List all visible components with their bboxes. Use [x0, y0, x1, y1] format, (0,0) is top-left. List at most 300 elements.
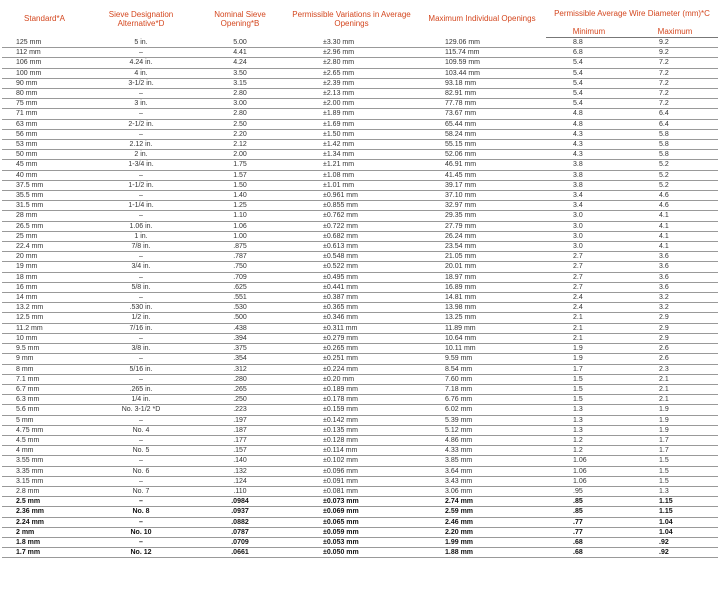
cell-standard: 50 mm	[2, 150, 87, 160]
header-minimum: Minimum	[546, 26, 632, 38]
cell-sieve-designation: –	[87, 497, 195, 507]
cell-permissible-variation: ±0.441 mm	[285, 282, 418, 292]
cell-wire-min: .95	[546, 486, 632, 496]
cell-sieve-designation: 3-1/2 in.	[87, 78, 195, 88]
cell-standard: 80 mm	[2, 89, 87, 99]
cell-nominal-opening: 4.24	[195, 58, 285, 68]
cell-permissible-variation: ±1.69 mm	[285, 119, 418, 129]
cell-sieve-designation: 1-3/4 in.	[87, 160, 195, 170]
table-row	[2, 415, 718, 425]
cell-max-individual-opening: 115.74 mm	[418, 48, 546, 58]
cell-permissible-variation: ±0.102 mm	[285, 456, 418, 466]
cell-permissible-variation: ±0.20 mm	[285, 374, 418, 384]
cell-permissible-variation: ±1.42 mm	[285, 140, 418, 150]
cell-standard: 6.3 mm	[2, 395, 87, 405]
cell-permissible-variation: ±0.613 mm	[285, 242, 418, 252]
cell-max-individual-opening: 1.88 mm	[418, 548, 546, 558]
cell-wire-max: 4.6	[632, 191, 718, 201]
cell-standard: 2 mm	[2, 527, 87, 537]
cell-max-individual-opening: 7.60 mm	[418, 374, 546, 384]
cell-max-individual-opening: 3.43 mm	[418, 476, 546, 486]
cell-nominal-opening: .0661	[195, 548, 285, 558]
cell-sieve-designation: 7/16 in.	[87, 323, 195, 333]
cell-standard: 13.2 mm	[2, 303, 87, 313]
table-row	[2, 344, 718, 354]
cell-sieve-designation: No. 5	[87, 446, 195, 456]
table-row	[2, 507, 718, 517]
cell-wire-min: 4.3	[546, 129, 632, 139]
cell-wire-min: 6.8	[546, 48, 632, 58]
cell-max-individual-opening: 13.98 mm	[418, 303, 546, 313]
cell-nominal-opening: .709	[195, 272, 285, 282]
cell-wire-max: 7.2	[632, 68, 718, 78]
cell-standard: 26.5 mm	[2, 221, 87, 231]
cell-wire-min: 1.2	[546, 435, 632, 445]
table-row	[2, 252, 718, 262]
cell-nominal-opening: 3.15	[195, 78, 285, 88]
cell-sieve-designation: –	[87, 170, 195, 180]
cell-permissible-variation: ±0.081 mm	[285, 486, 418, 496]
cell-nominal-opening: .750	[195, 262, 285, 272]
cell-permissible-variation: ±0.059 mm	[285, 527, 418, 537]
cell-sieve-designation: –	[87, 191, 195, 201]
cell-wire-min: 1.3	[546, 425, 632, 435]
cell-nominal-opening: .375	[195, 344, 285, 354]
cell-max-individual-opening: 4.86 mm	[418, 435, 546, 445]
table-row	[2, 231, 718, 241]
cell-wire-min: 2.7	[546, 272, 632, 282]
cell-sieve-designation: –	[87, 129, 195, 139]
cell-standard: 2.36 mm	[2, 507, 87, 517]
cell-nominal-opening: .187	[195, 425, 285, 435]
cell-permissible-variation: ±2.96 mm	[285, 48, 418, 58]
cell-wire-max: 1.5	[632, 456, 718, 466]
cell-wire-min: 5.4	[546, 58, 632, 68]
cell-wire-max: 5.8	[632, 129, 718, 139]
cell-sieve-designation: –	[87, 293, 195, 303]
cell-nominal-opening: .0709	[195, 537, 285, 547]
cell-max-individual-opening: 37.10 mm	[418, 191, 546, 201]
cell-permissible-variation: ±1.50 mm	[285, 129, 418, 139]
table-row	[2, 262, 718, 272]
cell-nominal-opening: .223	[195, 405, 285, 415]
cell-wire-max: 1.9	[632, 405, 718, 415]
cell-wire-min: 1.9	[546, 354, 632, 364]
table-row	[2, 435, 718, 445]
cell-sieve-designation: No. 12	[87, 548, 195, 558]
cell-max-individual-opening: 9.59 mm	[418, 354, 546, 364]
cell-max-individual-opening: 41.45 mm	[418, 170, 546, 180]
cell-nominal-opening: .110	[195, 486, 285, 496]
cell-wire-min: 1.9	[546, 344, 632, 354]
cell-wire-max: 1.9	[632, 415, 718, 425]
cell-permissible-variation: ±1.21 mm	[285, 160, 418, 170]
cell-wire-max: 6.4	[632, 119, 718, 129]
cell-standard: 3.35 mm	[2, 466, 87, 476]
cell-standard: 25 mm	[2, 231, 87, 241]
cell-wire-min: 3.0	[546, 231, 632, 241]
cell-sieve-designation: No. 4	[87, 425, 195, 435]
cell-wire-max: .92	[632, 537, 718, 547]
cell-sieve-designation: –	[87, 272, 195, 282]
cell-wire-min: 1.3	[546, 405, 632, 415]
cell-permissible-variation: ±1.89 mm	[285, 109, 418, 119]
cell-sieve-designation: 1-1/4 in.	[87, 201, 195, 211]
cell-standard: 7.1 mm	[2, 374, 87, 384]
cell-permissible-variation: ±1.08 mm	[285, 170, 418, 180]
cell-wire-min: 3.4	[546, 191, 632, 201]
cell-standard: 19 mm	[2, 262, 87, 272]
cell-standard: 106 mm	[2, 58, 87, 68]
cell-wire-max: 3.6	[632, 252, 718, 262]
table-row	[2, 201, 718, 211]
table-row	[2, 109, 718, 119]
cell-nominal-opening: .530	[195, 303, 285, 313]
cell-nominal-opening: 1.06	[195, 221, 285, 231]
cell-standard: 112 mm	[2, 48, 87, 58]
cell-standard: 11.2 mm	[2, 323, 87, 333]
cell-sieve-designation: –	[87, 211, 195, 221]
cell-wire-max: 2.9	[632, 323, 718, 333]
cell-wire-min: 1.3	[546, 415, 632, 425]
cell-sieve-designation: .530 in.	[87, 303, 195, 313]
cell-max-individual-opening: 73.67 mm	[418, 109, 546, 119]
cell-standard: 4.5 mm	[2, 435, 87, 445]
cell-max-individual-opening: 4.33 mm	[418, 446, 546, 456]
cell-standard: 71 mm	[2, 109, 87, 119]
cell-max-individual-opening: 2.20 mm	[418, 527, 546, 537]
cell-nominal-opening: 2.80	[195, 89, 285, 99]
cell-nominal-opening: 2.80	[195, 109, 285, 119]
table-row	[2, 129, 718, 139]
cell-standard: 90 mm	[2, 78, 87, 88]
cell-permissible-variation: ±0.135 mm	[285, 425, 418, 435]
table-row	[2, 272, 718, 282]
cell-standard: 37.5 mm	[2, 180, 87, 190]
cell-nominal-opening: .250	[195, 395, 285, 405]
header-nominal-opening: Nominal Sieve Opening*B	[214, 9, 266, 28]
cell-permissible-variation: ±0.961 mm	[285, 191, 418, 201]
table-row	[2, 323, 718, 333]
table-row	[2, 99, 718, 109]
cell-max-individual-opening: 103.44 mm	[418, 68, 546, 78]
cell-nominal-opening: .0882	[195, 517, 285, 527]
cell-sieve-designation: 1-1/2 in.	[87, 180, 195, 190]
cell-permissible-variation: ±0.053 mm	[285, 537, 418, 547]
cell-nominal-opening: .312	[195, 364, 285, 374]
cell-sieve-designation: –	[87, 476, 195, 486]
table-row	[2, 293, 718, 303]
table-row	[2, 395, 718, 405]
cell-wire-min: 4.3	[546, 150, 632, 160]
cell-wire-max: 1.5	[632, 466, 718, 476]
cell-wire-max: 2.9	[632, 333, 718, 343]
cell-wire-max: 9.2	[632, 38, 718, 48]
cell-standard: 1.8 mm	[2, 537, 87, 547]
cell-wire-min: 3.0	[546, 242, 632, 252]
cell-permissible-variation: ±0.522 mm	[285, 262, 418, 272]
cell-standard: 6.7 mm	[2, 384, 87, 394]
cell-max-individual-opening: 55.15 mm	[418, 140, 546, 150]
cell-standard: 56 mm	[2, 129, 87, 139]
cell-sieve-designation: 2.12 in.	[87, 140, 195, 150]
cell-wire-max: 2.1	[632, 384, 718, 394]
cell-permissible-variation: ±0.311 mm	[285, 323, 418, 333]
cell-wire-min: 1.5	[546, 374, 632, 384]
cell-wire-max: 4.1	[632, 211, 718, 221]
cell-permissible-variation: ±0.065 mm	[285, 517, 418, 527]
cell-wire-max: 4.1	[632, 221, 718, 231]
cell-nominal-opening: .394	[195, 333, 285, 343]
cell-wire-min: 5.4	[546, 78, 632, 88]
header-permissible-variations: Permissible Variations in Average Openings	[292, 9, 411, 28]
cell-wire-max: 3.6	[632, 282, 718, 292]
cell-permissible-variation: ±0.265 mm	[285, 344, 418, 354]
table-row	[2, 58, 718, 68]
cell-nominal-opening: .875	[195, 242, 285, 252]
cell-nominal-opening: .0787	[195, 527, 285, 537]
cell-permissible-variation: ±0.073 mm	[285, 497, 418, 507]
cell-sieve-designation: 1/4 in.	[87, 395, 195, 405]
header-maximum: Maximum	[632, 26, 718, 38]
cell-wire-max: 5.2	[632, 180, 718, 190]
cell-max-individual-opening: 2.59 mm	[418, 507, 546, 517]
cell-permissible-variation: ±0.387 mm	[285, 293, 418, 303]
cell-permissible-variation: ±2.13 mm	[285, 89, 418, 99]
cell-wire-min: 8.8	[546, 38, 632, 48]
cell-nominal-opening: .0984	[195, 497, 285, 507]
cell-nominal-opening: .265	[195, 384, 285, 394]
cell-max-individual-opening: 1.99 mm	[418, 537, 546, 547]
cell-max-individual-opening: 129.06 mm	[418, 38, 546, 48]
cell-standard: 1.7 mm	[2, 548, 87, 558]
table-row	[2, 537, 718, 547]
cell-permissible-variation: ±0.251 mm	[285, 354, 418, 364]
cell-permissible-variation: ±2.00 mm	[285, 99, 418, 109]
cell-permissible-variation: ±0.548 mm	[285, 252, 418, 262]
cell-permissible-variation: ±0.855 mm	[285, 201, 418, 211]
cell-nominal-opening: 1.75	[195, 160, 285, 170]
table-row	[2, 354, 718, 364]
cell-max-individual-opening: 6.02 mm	[418, 405, 546, 415]
cell-sieve-designation: No. 6	[87, 466, 195, 476]
cell-max-individual-opening: 10.11 mm	[418, 344, 546, 354]
cell-max-individual-opening: 5.39 mm	[418, 415, 546, 425]
cell-standard: 35.5 mm	[2, 191, 87, 201]
cell-max-individual-opening: 65.44 mm	[418, 119, 546, 129]
cell-nominal-opening: 3.00	[195, 99, 285, 109]
cell-wire-max: 2.3	[632, 364, 718, 374]
cell-wire-max: 5.2	[632, 160, 718, 170]
cell-sieve-designation: 3/8 in.	[87, 344, 195, 354]
cell-wire-min: 2.7	[546, 282, 632, 292]
table-row	[2, 38, 718, 48]
table-row	[2, 68, 718, 78]
cell-wire-max: 3.6	[632, 262, 718, 272]
cell-wire-min: 1.7	[546, 364, 632, 374]
table-row	[2, 48, 718, 58]
cell-sieve-designation: 3/4 in.	[87, 262, 195, 272]
cell-wire-max: 1.3	[632, 486, 718, 496]
cell-sieve-designation: No. 10	[87, 527, 195, 537]
cell-standard: 10 mm	[2, 333, 87, 343]
cell-standard: 4.75 mm	[2, 425, 87, 435]
cell-wire-min: 1.5	[546, 395, 632, 405]
cell-wire-max: 5.8	[632, 150, 718, 160]
cell-standard: 5.6 mm	[2, 405, 87, 415]
table-row	[2, 140, 718, 150]
cell-permissible-variation: ±0.114 mm	[285, 446, 418, 456]
cell-max-individual-opening: 14.81 mm	[418, 293, 546, 303]
cell-permissible-variation: ±0.346 mm	[285, 313, 418, 323]
cell-nominal-opening: .354	[195, 354, 285, 364]
cell-standard: 16 mm	[2, 282, 87, 292]
cell-sieve-designation: –	[87, 48, 195, 58]
cell-standard: 125 mm	[2, 38, 87, 48]
cell-wire-max: 4.1	[632, 242, 718, 252]
cell-wire-max: 5.8	[632, 140, 718, 150]
table-row	[2, 374, 718, 384]
cell-wire-max: 1.7	[632, 435, 718, 445]
table-row	[2, 191, 718, 201]
cell-nominal-opening: .124	[195, 476, 285, 486]
table-row	[2, 456, 718, 466]
cell-max-individual-opening: 7.18 mm	[418, 384, 546, 394]
cell-max-individual-opening: 3.06 mm	[418, 486, 546, 496]
cell-max-individual-opening: 21.05 mm	[418, 252, 546, 262]
cell-sieve-designation: –	[87, 415, 195, 425]
cell-max-individual-opening: 27.79 mm	[418, 221, 546, 231]
cell-wire-min: .85	[546, 497, 632, 507]
cell-max-individual-opening: 10.64 mm	[418, 333, 546, 343]
cell-max-individual-opening: 2.46 mm	[418, 517, 546, 527]
cell-wire-min: 2.7	[546, 252, 632, 262]
cell-nominal-opening: 1.10	[195, 211, 285, 221]
cell-wire-min: 2.1	[546, 333, 632, 343]
cell-nominal-opening: 2.00	[195, 150, 285, 160]
cell-wire-min: 3.0	[546, 211, 632, 221]
cell-wire-max: 3.2	[632, 303, 718, 313]
cell-sieve-designation: –	[87, 456, 195, 466]
cell-nominal-opening: 1.25	[195, 201, 285, 211]
cell-wire-min: .68	[546, 537, 632, 547]
table-row	[2, 446, 718, 456]
cell-sieve-designation: No. 7	[87, 486, 195, 496]
cell-nominal-opening: .140	[195, 456, 285, 466]
cell-standard: 20 mm	[2, 252, 87, 262]
cell-sieve-designation: –	[87, 89, 195, 99]
cell-permissible-variation: ±0.189 mm	[285, 384, 418, 394]
cell-permissible-variation: ±0.495 mm	[285, 272, 418, 282]
cell-permissible-variation: ±0.365 mm	[285, 303, 418, 313]
cell-sieve-designation: 7/8 in.	[87, 242, 195, 252]
cell-standard: 100 mm	[2, 68, 87, 78]
cell-permissible-variation: ±2.80 mm	[285, 58, 418, 68]
cell-standard: 45 mm	[2, 160, 87, 170]
cell-wire-max: 7.2	[632, 89, 718, 99]
cell-wire-max: 1.15	[632, 507, 718, 517]
cell-wire-min: .68	[546, 548, 632, 558]
table-row	[2, 313, 718, 323]
table-row	[2, 221, 718, 231]
cell-wire-min: 1.06	[546, 466, 632, 476]
cell-wire-max: 6.4	[632, 109, 718, 119]
cell-wire-max: 2.1	[632, 374, 718, 384]
cell-sieve-designation: No. 3-1/2 *D	[87, 405, 195, 415]
table-row	[2, 119, 718, 129]
table-row	[2, 180, 718, 190]
cell-max-individual-opening: 11.89 mm	[418, 323, 546, 333]
cell-wire-max: 3.2	[632, 293, 718, 303]
cell-permissible-variation: ±0.224 mm	[285, 364, 418, 374]
cell-nominal-opening: 2.20	[195, 129, 285, 139]
cell-nominal-opening: 1.40	[195, 191, 285, 201]
cell-wire-max: 7.2	[632, 78, 718, 88]
cell-sieve-designation: 3 in.	[87, 99, 195, 109]
cell-wire-min: 5.4	[546, 68, 632, 78]
cell-max-individual-opening: 52.06 mm	[418, 150, 546, 160]
cell-max-individual-opening: 23.54 mm	[418, 242, 546, 252]
cell-standard: 5 mm	[2, 415, 87, 425]
cell-wire-min: 5.4	[546, 99, 632, 109]
cell-standard: 63 mm	[2, 119, 87, 129]
cell-wire-max: 2.9	[632, 313, 718, 323]
cell-nominal-opening: 1.50	[195, 180, 285, 190]
cell-max-individual-opening: 16.89 mm	[418, 282, 546, 292]
cell-wire-max: 2.1	[632, 395, 718, 405]
cell-max-individual-opening: 32.97 mm	[418, 201, 546, 211]
cell-permissible-variation: ±0.762 mm	[285, 211, 418, 221]
cell-max-individual-opening: 3.64 mm	[418, 466, 546, 476]
cell-standard: 75 mm	[2, 99, 87, 109]
cell-permissible-variation: ±3.30 mm	[285, 38, 418, 48]
cell-permissible-variation: ±0.091 mm	[285, 476, 418, 486]
cell-wire-max: 1.15	[632, 497, 718, 507]
cell-standard: 18 mm	[2, 272, 87, 282]
cell-wire-max: 1.04	[632, 517, 718, 527]
cell-nominal-opening: .197	[195, 415, 285, 425]
cell-standard: 2.8 mm	[2, 486, 87, 496]
cell-wire-max: 7.2	[632, 99, 718, 109]
table-row	[2, 466, 718, 476]
cell-max-individual-opening: 82.91 mm	[418, 89, 546, 99]
cell-max-individual-opening: 58.24 mm	[418, 129, 546, 139]
cell-max-individual-opening: 13.25 mm	[418, 313, 546, 323]
cell-sieve-designation: 4 in.	[87, 68, 195, 78]
cell-wire-min: 5.4	[546, 89, 632, 99]
table-row	[2, 384, 718, 394]
cell-max-individual-opening: 5.12 mm	[418, 425, 546, 435]
cell-standard: 2.24 mm	[2, 517, 87, 527]
cell-sieve-designation: 2 in.	[87, 150, 195, 160]
cell-sieve-designation: 5 in.	[87, 38, 195, 48]
cell-wire-max: 2.6	[632, 354, 718, 364]
cell-nominal-opening: .157	[195, 446, 285, 456]
cell-nominal-opening: .500	[195, 313, 285, 323]
cell-wire-min: 3.0	[546, 221, 632, 231]
cell-sieve-designation: 5/16 in.	[87, 364, 195, 374]
cell-wire-min: 4.3	[546, 140, 632, 150]
cell-sieve-designation: –	[87, 354, 195, 364]
cell-max-individual-opening: 29.35 mm	[418, 211, 546, 221]
cell-max-individual-opening: 39.17 mm	[418, 180, 546, 190]
cell-standard: 31.5 mm	[2, 201, 87, 211]
cell-nominal-opening: .177	[195, 435, 285, 445]
cell-permissible-variation: ±0.096 mm	[285, 466, 418, 476]
cell-standard: 14 mm	[2, 293, 87, 303]
table-row	[2, 303, 718, 313]
cell-nominal-opening: .132	[195, 466, 285, 476]
